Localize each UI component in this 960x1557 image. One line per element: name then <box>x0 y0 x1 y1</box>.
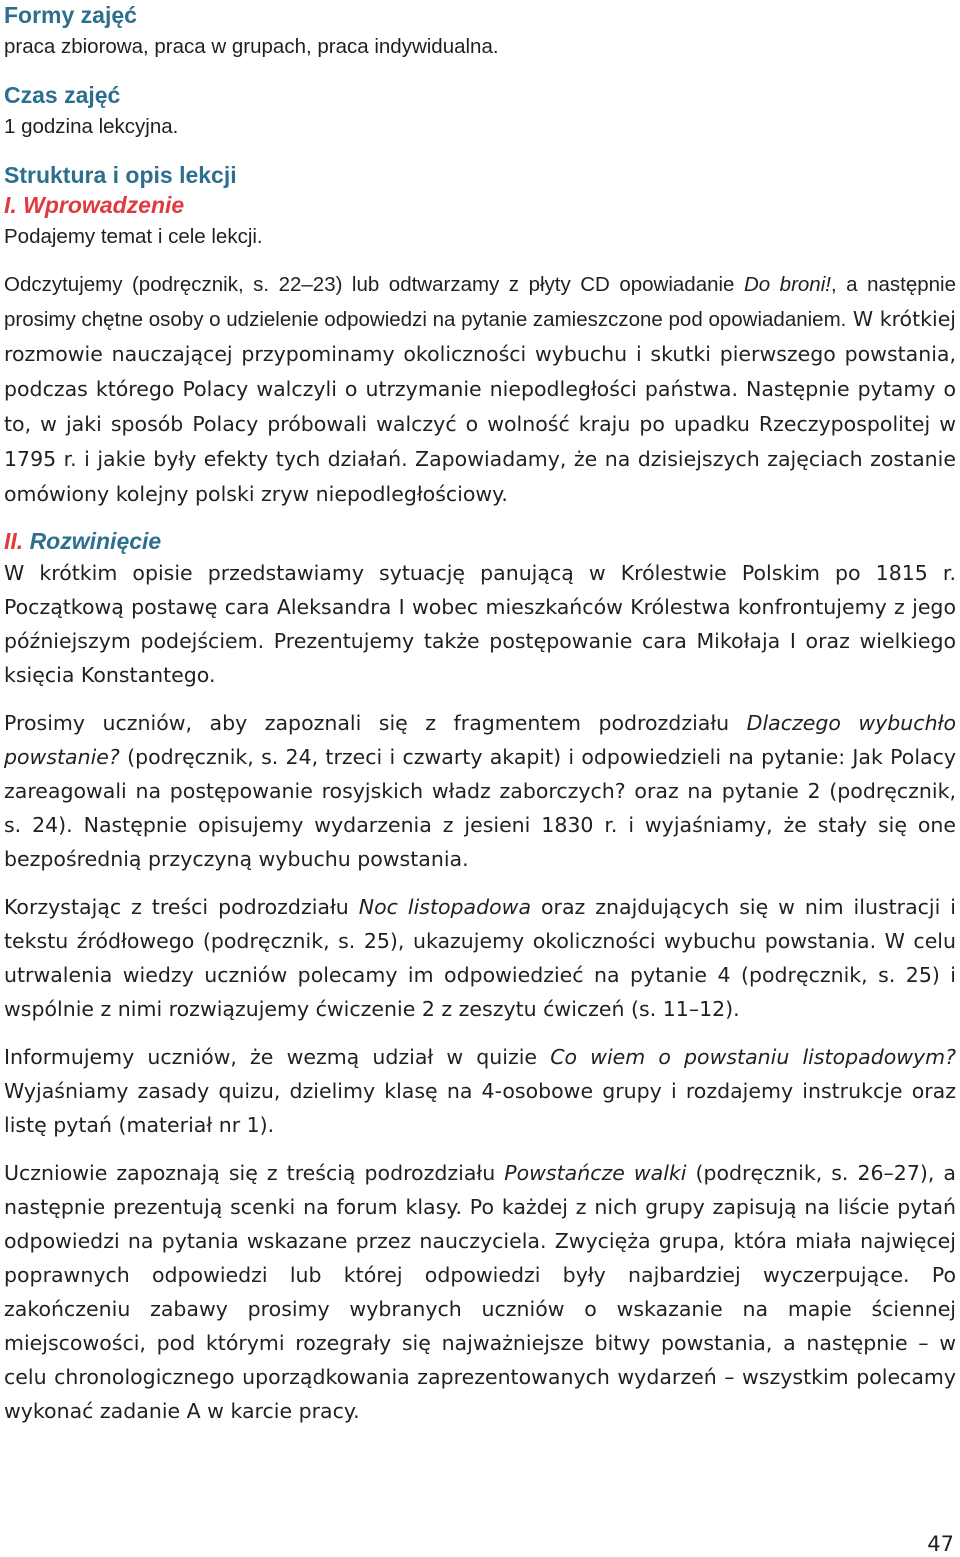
dev-p3-title: Noc listopadowa <box>358 895 532 919</box>
time-text: 1 godzina lekcyjna. <box>4 115 179 138</box>
dev-p2-b: (podręcznik, s. 24, trzeci i czwarty akapit) i odpowiedzieli na pytanie: Jak Polacy zareagowali na postępowanie rosyjskich władz zaborczych? oraz na pytanie 2 (podręcznik, s. 24). Następnie opisujemy wydarzenia z jesieni 1830 r. i wyjaśniamy, że stały się one bezpośrednią przyczyną wybuchu powstania. <box>4 745 956 871</box>
development-title: Rozwinięcie <box>29 528 162 554</box>
section-heading-forms: Formy zajęć <box>4 2 137 28</box>
section-subheading-introduction: I. Wprowadzenie <box>4 192 185 218</box>
development-paragraph-2 <box>4 706 956 876</box>
dev-p4-b: Wyjaśniamy zasady quizu, dzielimy klasę na 4-osobowe grupy i rozdajemy instrukcje oraz listę pytań (materiał nr 1). <box>4 1079 956 1137</box>
dev-p5-a: Uczniowie zapoznają się z treścią podrozdziału <box>4 1161 505 1185</box>
lesson-plan-page <box>4 0 956 1428</box>
section-heading-time: Czas zajęć <box>4 82 121 108</box>
intro-p1-a: Odczytujemy (podręcznik, s. 22–23) lub odtwarzamy z płyty CD opowiadanie <box>4 273 744 296</box>
intro-p1-c: W krótkiej rozmowie nauczającej przypominamy okoliczności wybuchu i skutki pierwszego powstania, podczas którego Polacy walczyli o utrzymanie niepodległości państwa. Następnie pytamy o to, w jaki sposób Polacy próbowali walczyć o wolność kraju po upadku Rzeczypospolitej w 1795 r. i jakie były efekty tych działań. Zapowiadamy, że na dzisiejszych zajęciach zostanie omówiony kolejny polski zryw niepodległościowy. <box>4 307 957 506</box>
dev-p5-title: Powstańcze walki <box>504 1161 687 1185</box>
intro-text: Podajemy temat i cele lekcji. <box>4 225 263 248</box>
development-paragraph-1: W krótkim opisie przedstawiamy sytuację panującą w Królestwie Polskim po 1815 r. Początkową postawę cara Aleksandra I wobec mieszkańców Królestwa konfrontujemy z jego późniejszym podejściem. Prezentujemy także postępowanie cara Mikołaja I oraz wielkiego księcia Konstantego. <box>4 561 956 687</box>
forms-text: praca zbiorowa, praca w grupach, praca indywidualna. <box>4 35 499 58</box>
page-number: 47 <box>927 1532 954 1556</box>
intro-p1-b: , a następnie prosimy chętne osoby o udzielenie odpowiedzi na pytanie zamieszczone pod opowiadaniem. <box>4 273 956 331</box>
dev-p3-b: oraz znajdujących się w nim ilustracji i tekstu źródłowego (podręcznik, s. 25), ukazujemy okoliczności wybuchu powstania. W celu utrwalenia wiedzy uczniów polecamy im odpowiedzieć na pytanie 4 (podręcznik, s. 25) i wspólnie z nimi rozwiązujemy ćwiczenie 2 z zeszytu ćwiczeń (s. 11–12). <box>4 895 956 1021</box>
dev-p5-b: (podręcznik, s. 26–27), a następnie prezentują scenki na forum klasy. Po każdej z nich grupy zapisują na liście pytań odpowiedzi na pytania wskazane przez nauczyciela. Zwycięża grupa, która miała najwięcej poprawnych odpowiedzi lub której odpowiedzi były najbardziej wyczerpujące. Po zakończeniu zabawy prosimy wybranych uczniów o wskazanie na mapie ściennej miejscowości, pod którymi rozegrały się najważniejsze bitwy powstania, a następnie – w celu chronologicznego uporządkowania zaprezentowanych wydarzeń – wszystkim polecamy wykonać zadanie A w karcie pracy. <box>4 1161 956 1423</box>
section-heading-structure: Struktura i opis lekcji <box>4 162 237 188</box>
roman-numeral-two: II. <box>4 528 24 554</box>
section-heading-development <box>4 526 956 556</box>
development-paragraph-5 <box>4 1156 956 1428</box>
development-paragraph-4 <box>4 1040 956 1142</box>
dev-p2-title: Dlaczego wybuchło powstanie? <box>4 711 956 769</box>
dev-p3-a: Korzystając z treści podrozdziału <box>4 895 359 919</box>
development-paragraph-3 <box>4 890 956 1026</box>
introduction-paragraph <box>4 268 956 512</box>
dev-p2-a: Prosimy uczniów, aby zapoznali się z fragmentem podrozdziału <box>4 711 747 735</box>
story-title: Do broni! <box>743 273 831 296</box>
dev-p4-title: Co wiem o powstaniu listopadowym? <box>550 1045 956 1069</box>
dev-p4-a: Informujemy uczniów, że wezmą udział w quizie <box>4 1045 551 1069</box>
